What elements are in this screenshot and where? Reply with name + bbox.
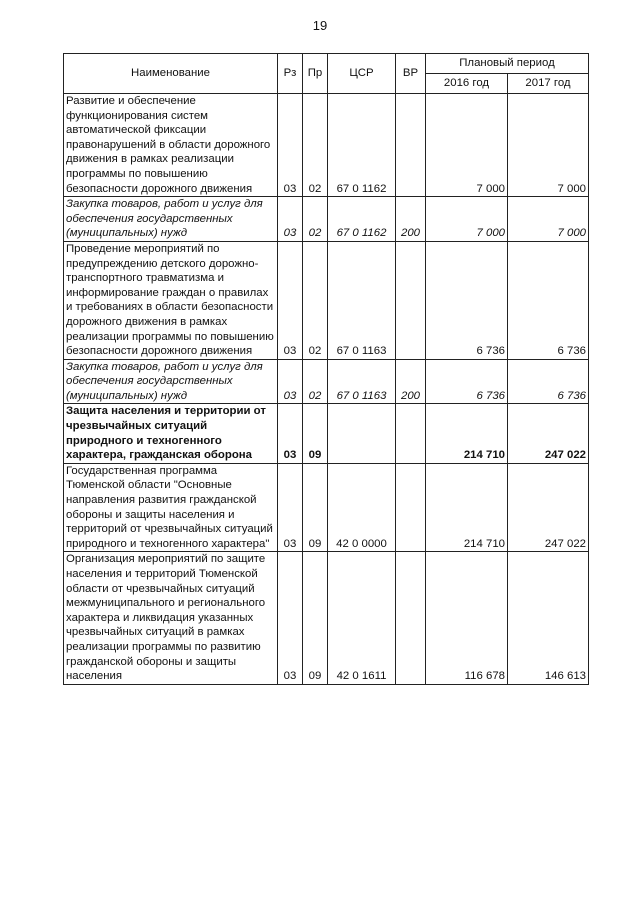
row-2017: 247 022 [508, 404, 589, 463]
row-2016: 214 710 [426, 404, 508, 463]
page-number: 19 [312, 18, 328, 33]
row-name: Государственная программа Тюменской области "Основные направления развития гражданской обороны и защиты населения и территорий от чрезвычайных ситуаций природного и техногенного характера" [64, 463, 278, 552]
header-2016: 2016 год [426, 74, 508, 94]
table-row [64, 197, 589, 242]
row-2017: 146 613 [508, 552, 589, 684]
row-csr: 67 0 1163 [328, 359, 396, 404]
table-row [64, 359, 589, 404]
row-2017: 6 736 [508, 359, 589, 404]
row-rz: 03 [278, 463, 303, 552]
header-csr: ЦСР [328, 54, 396, 94]
row-csr: 67 0 1162 [328, 197, 396, 242]
table-row [64, 463, 589, 552]
row-rz: 03 [278, 359, 303, 404]
row-pr: 02 [303, 197, 328, 242]
header-row-1 [64, 54, 589, 74]
row-name: Проведение мероприятий по предупреждению детского дорожно-транспортного травматизма и информирование граждан о правилах и требованиях в области безопасности дорожного движения в рамках реализации программы по повышению безопасности дорожного движения [64, 241, 278, 359]
row-csr: 67 0 1163 [328, 241, 396, 359]
row-2016: 7 000 [426, 94, 508, 197]
row-rz: 03 [278, 241, 303, 359]
row-pr: 09 [303, 463, 328, 552]
row-vr [396, 94, 426, 197]
header-rz: Рз [278, 54, 303, 94]
row-rz: 03 [278, 197, 303, 242]
row-pr: 02 [303, 94, 328, 197]
row-rz: 03 [278, 552, 303, 684]
header-period: Плановый период [426, 54, 589, 74]
row-2016: 214 710 [426, 463, 508, 552]
row-name: Защита населения и территории от чрезвычайных ситуаций природного и техногенного характера, гражданская оборона [64, 404, 278, 463]
row-2016: 7 000 [426, 197, 508, 242]
header-2017: 2017 год [508, 74, 589, 94]
row-rz: 03 [278, 404, 303, 463]
row-vr [396, 552, 426, 684]
header-name: Наименование [64, 54, 278, 94]
row-csr: 67 0 1162 [328, 94, 396, 197]
table-row [64, 241, 589, 359]
row-vr [396, 463, 426, 552]
row-2017: 6 736 [508, 241, 589, 359]
row-vr [396, 241, 426, 359]
row-name: Развитие и обеспечение функционирования систем автоматической фиксации правонарушений в области дорожного движения в рамках реализации программы по повышению безопасности дорожного движения [64, 94, 278, 197]
table-row [64, 552, 589, 684]
row-2016: 116 678 [426, 552, 508, 684]
row-name: Организация мероприятий по защите населения и территорий Тюменской области от чрезвычайных ситуаций межмуниципального и регионального характера и ликвидация указанных чрезвычайных ситуаций в рамках реализации программы по развитию гражданской обороны и защиты населения [64, 552, 278, 684]
table-row [64, 94, 589, 197]
row-pr: 02 [303, 359, 328, 404]
row-pr: 09 [303, 404, 328, 463]
row-2017: 7 000 [508, 94, 589, 197]
row-pr: 09 [303, 552, 328, 684]
row-vr [396, 404, 426, 463]
row-csr [328, 404, 396, 463]
row-2016: 6 736 [426, 241, 508, 359]
row-2016: 6 736 [426, 359, 508, 404]
row-csr: 42 0 0000 [328, 463, 396, 552]
header-pr: Пр [303, 54, 328, 94]
row-2017: 247 022 [508, 463, 589, 552]
row-2017: 7 000 [508, 197, 589, 242]
row-csr: 42 0 1611 [328, 552, 396, 684]
row-rz: 03 [278, 94, 303, 197]
header-vr: ВР [396, 54, 426, 94]
row-name: Закупка товаров, работ и услуг для обеспечения государственных (муниципальных) нужд [64, 359, 278, 404]
table-row [64, 404, 589, 463]
row-pr: 02 [303, 241, 328, 359]
row-name: Закупка товаров, работ и услуг для обеспечения государственных (муниципальных) нужд [64, 197, 278, 242]
row-vr: 200 [396, 359, 426, 404]
budget-table [63, 53, 589, 685]
row-vr: 200 [396, 197, 426, 242]
